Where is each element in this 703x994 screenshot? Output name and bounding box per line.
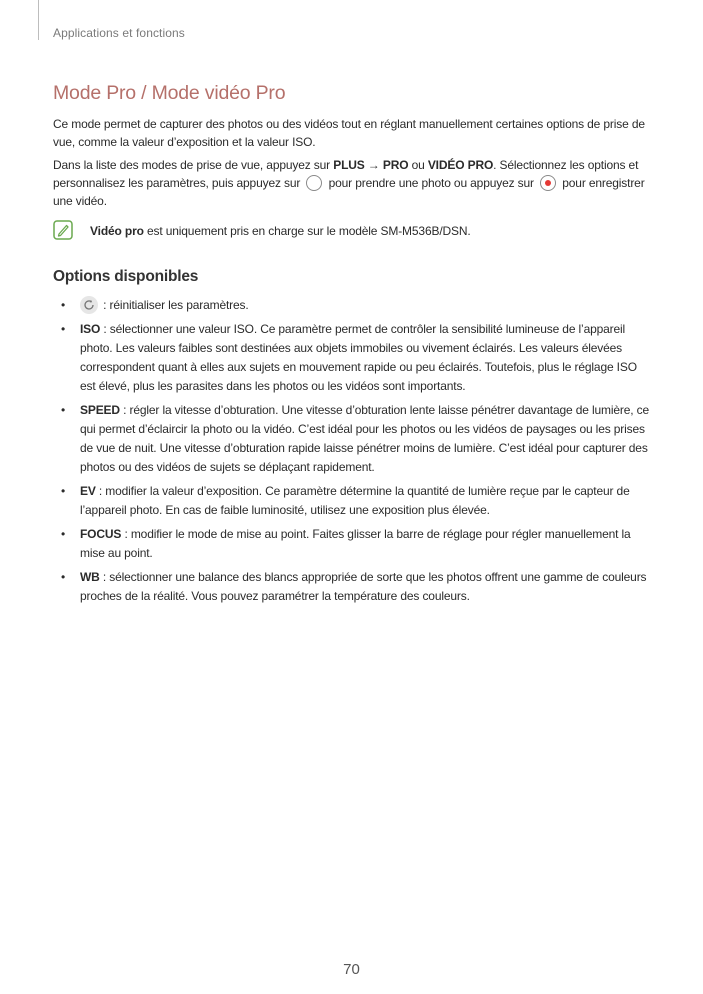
list-item — [53, 525, 653, 563]
record-icon — [540, 175, 556, 191]
option-term: SPEED — [80, 403, 120, 417]
bullet: • — [61, 527, 66, 541]
note-body: est uniquement pris en charge sur le modèle SM-M536B/DSN. — [143, 224, 471, 238]
list-item — [53, 401, 653, 477]
bullet: • — [61, 322, 66, 336]
note-bold: Vidéo pro — [90, 224, 144, 238]
bullet: • — [61, 570, 66, 584]
option-text: : sélectionner une balance des blancs appropriée de sorte que les photos offrent une gamme de couleurs proches de la réalité. Vous pouvez paramétrer la température des couleurs. — [80, 570, 647, 603]
note-icon — [53, 220, 73, 240]
instructions-text-1: Dans la liste des modes de prise de vue, appuyez sur — [53, 158, 334, 172]
video-pro-label: VIDÉO PRO — [427, 158, 494, 172]
list-item — [53, 296, 653, 315]
option-text: : modifier le mode de mise au point. Faites glisser la barre de réglage pour régler manuellement la mise au point. — [80, 527, 631, 560]
note-block — [53, 220, 653, 242]
header-rule — [38, 0, 39, 40]
list-item — [53, 320, 653, 396]
page-title: Mode Pro / Mode vidéo Pro — [53, 82, 286, 104]
bullet: • — [61, 484, 66, 498]
instructions-paragraph — [53, 156, 653, 210]
options-list — [53, 296, 653, 606]
note-text — [90, 222, 471, 240]
option-text: : sélectionner une valeur ISO. Ce paramètre permet de contrôler la sensibilité lumineuse de l’appareil photo. Les valeurs faibles sont destinées aux objets immobiles ou vivement éclairés. Les valeurs élevées correspondent quant à elles aux sujets en mouvement rapide ou peu éclairés. Toutefois, plus le réglage ISO est élevé, plus les parasites dans les photos ou les vidéos sont importants. — [80, 322, 637, 393]
option-term: FOCUS — [80, 527, 122, 541]
section-heading: Options disponibles — [53, 268, 199, 285]
running-header: Applications et fonctions — [53, 26, 185, 40]
instructions-text-4: pour enregistrer une vidéo. — [53, 176, 645, 208]
or-text: ou — [408, 158, 428, 172]
option-term: EV — [80, 484, 96, 498]
instructions-text-2: . Sélectionnez les options et personnalisez les paramètres, puis appuyez sur — [53, 158, 639, 190]
list-item — [53, 568, 653, 606]
plus-label: PLUS — [333, 158, 365, 172]
bullet: • — [61, 403, 66, 417]
intro-paragraph: Ce mode permet de capturer des photos ou des vidéos tout en réglant manuellement certaines options de prise de vue, comme la valeur d’exposition et la valeur ISO. — [53, 117, 645, 149]
list-item — [53, 482, 653, 520]
option-text: : modifier la valeur d’exposition. Ce paramètre détermine la quantité de lumière reçue par le capteur de l’appareil photo. En cas de faible luminosité, utilisez une exposition plus élevée. — [80, 484, 630, 517]
bullet: • — [61, 298, 66, 312]
option-term: ISO — [80, 322, 101, 336]
shutter-icon — [306, 175, 322, 191]
option-text: : réinitialiser les paramètres. — [100, 298, 249, 312]
instructions-text-3: pour prendre une photo ou appuyez sur — [325, 176, 538, 190]
page-content — [53, 82, 653, 611]
pro-label: PRO — [382, 158, 409, 172]
arrow-text: → — [364, 158, 383, 172]
reset-icon — [80, 296, 98, 314]
option-term: WB — [80, 570, 100, 584]
page-number: 70 — [343, 961, 360, 978]
option-text: : régler la vitesse d’obturation. Une vitesse d’obturation lente laisse pénétrer davantage de lumière, ce qui permet d’éclaircir la photo ou la vidéo. C’est idéal pour les photos ou les vidéos de paysages ou les prises de vue de nuit. Une vitesse d’obturation rapide laisse pénétrer moins de lumière. C’est idéal pour capturer des photos ou des vidéos de sujets se déplaçant rapidement. — [80, 403, 650, 474]
